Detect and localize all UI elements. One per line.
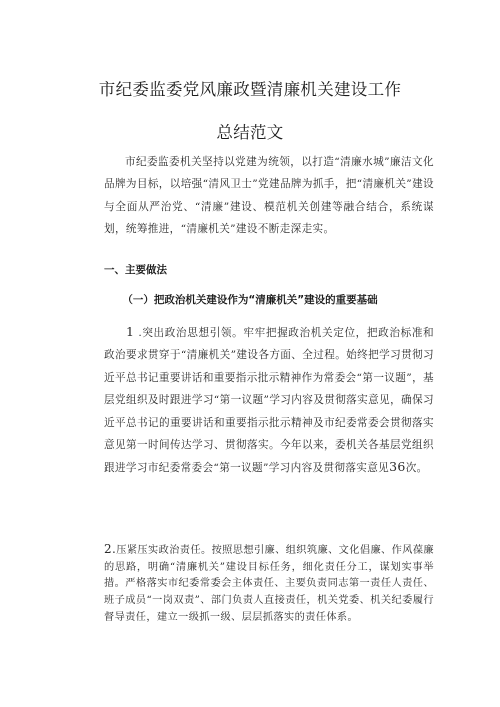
item1-number: 1 [126,324,135,339]
item1-count: 36 [389,459,406,475]
item2-text: 压紧压实政治责任。按照思想引廉、组织筑廉、文化倡廉、作风葆廉的思路，明确“清廉机关”建设目标任务，细化责任分工，谋划实事举措。严格落实市纪委常委会主体责任、主要负责同志第一责任人责任、班子成员“一岗双责”、部门负责人直接责任，机关党委、机关纪委履行督导责任，建立一级抓一级、层层抓落实的责任体系。 [104,545,434,623]
item2-number: 2. [104,542,117,556]
subsection-heading: （一）把政治机关建设作为“清廉机关”建设的重要基础 [122,294,378,306]
intro-paragraph: 市纪委监委机关坚持以党建为统领，以打造“清廉水城”廉洁文化品牌为目标，以培强“清风卫士”党建品牌为抓手，把“清廉机关”建设与全面从严治党、“清廉”建设、模范机关创建等融合结合，系统谋划，统筹推进，“清廉机关”建设不断走深走实。 [104,156,434,236]
document-title-line1: 市纪委监委党风廉政暨清廉机关建设工作 [98,80,402,99]
item1-paragraph [104,321,434,480]
item1-text: .突出政治思想引领。牢牢把握政治机关定位，把政治标准和政治要求贯穿于“清廉机关”建设各方面、全过程。始终把学习贯彻习近平总书记重要讲话和重要指示批示精神作为常委会“第一议题”，基层党组织及时跟进学习“第一议题”学习内容及贯彻落实意见，确保习近平总书记的重要讲话和重要指示批示精神及市纪委常委会贯彻落实意见第一时间传达学习、贯彻落实。今年以来，委机关各基层党组织跟进学习市纪委常委会“第一议题”学习内容及贯彻落实意见 [104,327,434,475]
document-title-line2: 总结范文 [216,123,284,142]
item1-tail: 次。 [405,462,428,475]
section-heading: 一、主要做法 [104,264,167,276]
item2-paragraph [104,541,434,627]
